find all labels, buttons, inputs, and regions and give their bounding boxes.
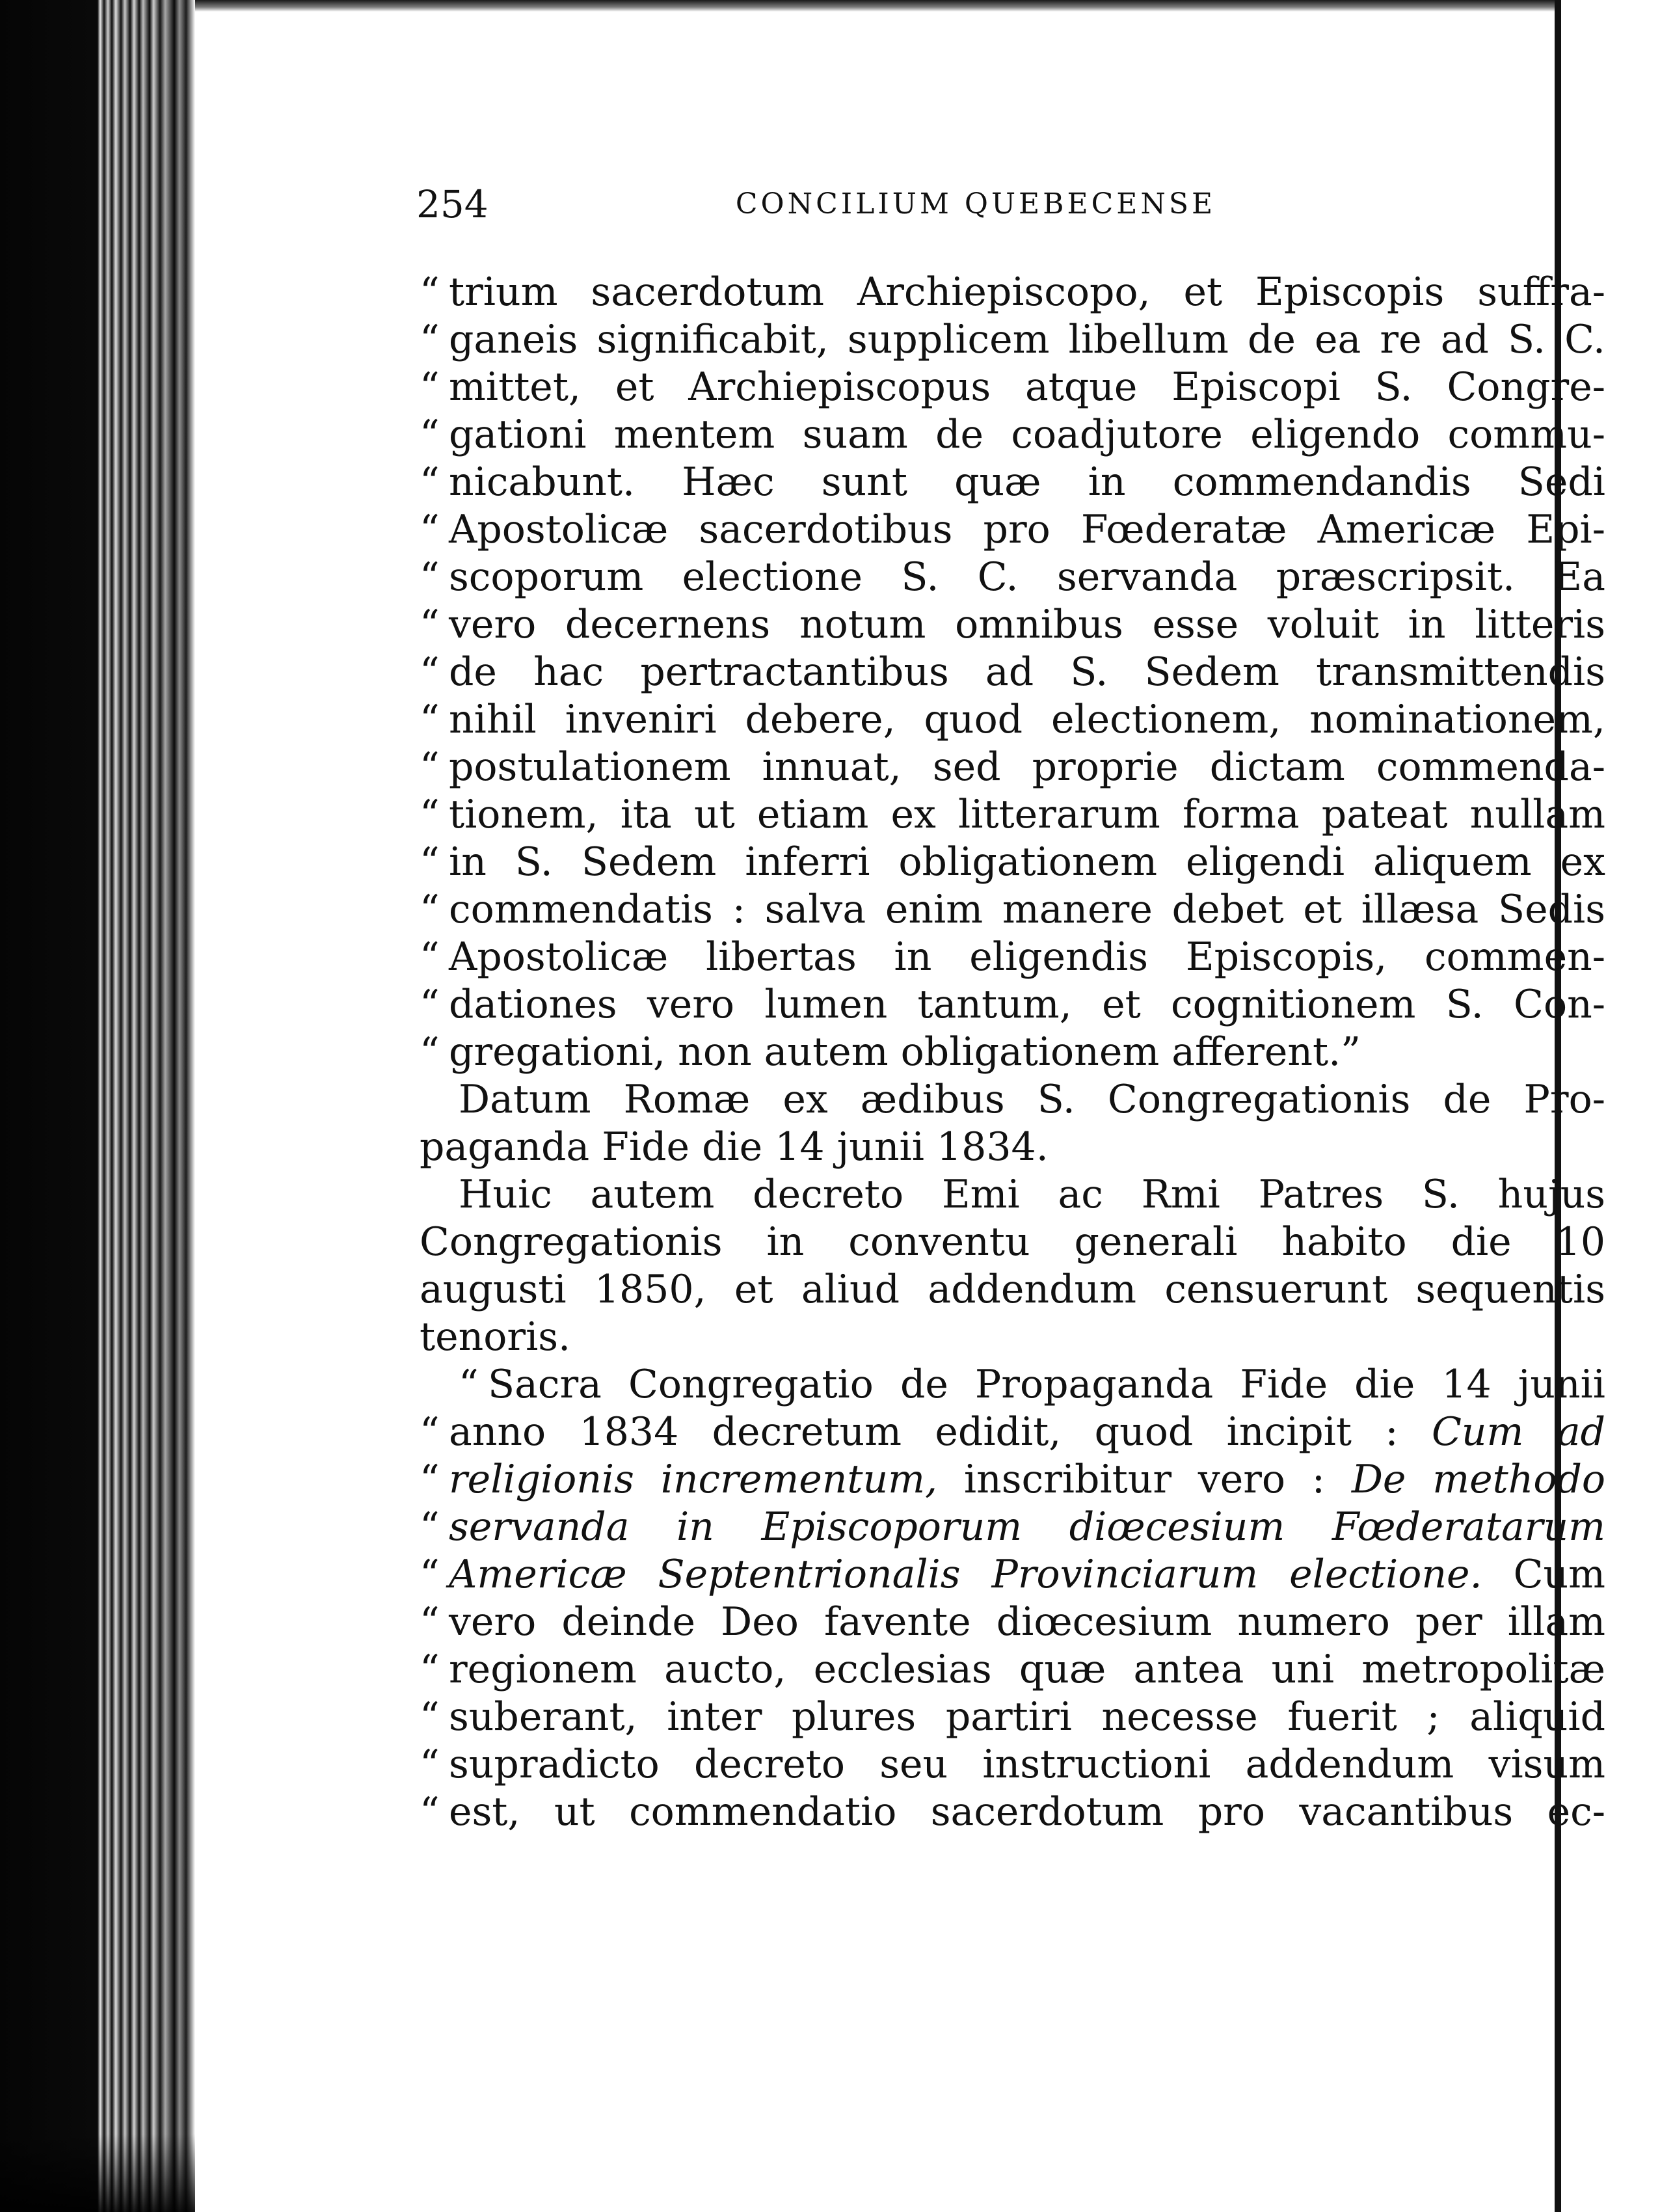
line-text: est, ut commendatio sacerdotum pro vacantibus ec- bbox=[449, 1789, 1605, 1835]
quote-mark: “ bbox=[420, 744, 440, 790]
line-text: regionem aucto, ecclesias quæ antea uni metropolitæ bbox=[449, 1647, 1605, 1692]
quote-mark: “ bbox=[420, 792, 440, 837]
quote-mark: “ bbox=[420, 1552, 440, 1597]
line-text: nihil inveniri debere, quod electionem, nominationem, bbox=[449, 697, 1605, 742]
text-line bbox=[420, 364, 1605, 411]
body-text bbox=[420, 269, 1605, 1836]
page-top-edge bbox=[0, 0, 1561, 12]
book-page-edges bbox=[0, 0, 195, 2212]
text-line bbox=[420, 1219, 1605, 1266]
line-text: anno 1834 decretum edidit, quod incipit : bbox=[449, 1409, 1399, 1455]
line-text: ganeis significabit, supplicem libellum de ea re ad S. C. bbox=[449, 317, 1605, 362]
line-text: Huic autem decreto Emi ac Rmi Patres S. hujus bbox=[459, 1172, 1605, 1217]
text-line bbox=[420, 1314, 1605, 1361]
line-text: trium sacerdotum Archiepiscopo, et Episcopis suffra- bbox=[449, 269, 1605, 315]
text-line bbox=[420, 1598, 1605, 1646]
line-text: Apostolicæ libertas in eligendis Episcopis, commen- bbox=[449, 934, 1605, 980]
text-line bbox=[420, 554, 1605, 601]
book-page bbox=[195, 12, 1605, 2212]
text-line bbox=[420, 1504, 1605, 1551]
line-text: vero decernens notum omnibus esse voluit in litteris bbox=[449, 602, 1605, 647]
line-text: Datum Romæ ex ædibus S. Congregationis de Pro- bbox=[459, 1077, 1605, 1122]
text-line bbox=[420, 1741, 1605, 1788]
quote-mark: “ bbox=[420, 1694, 440, 1740]
quote-mark: “ bbox=[420, 1409, 440, 1455]
line-text: gationi mentem suam de coadjutore eligendo commu- bbox=[449, 412, 1605, 457]
line-text: postulationem innuat, sed proprie dictam commenda- bbox=[449, 744, 1605, 790]
text-line bbox=[420, 1266, 1605, 1314]
text-line bbox=[420, 1361, 1605, 1409]
text-line bbox=[420, 506, 1605, 554]
text-line bbox=[420, 1693, 1605, 1741]
line-text: Congregationis in conventu generali habito die 10 bbox=[420, 1219, 1605, 1265]
text-line bbox=[420, 649, 1605, 696]
quote-mark: “ bbox=[420, 1504, 440, 1550]
quote-mark: “ bbox=[420, 317, 440, 362]
italic-text: servanda in Episcoporum diœcesium Fœderatarum bbox=[449, 1504, 1605, 1550]
quote-mark: “ bbox=[420, 1647, 440, 1692]
line-text: in S. Sedem inferri obligationem eligendi aliquem ex bbox=[449, 839, 1605, 885]
line-text: paganda Fide die 14 junii 1834. bbox=[420, 1124, 1049, 1170]
line-text: suberant, inter plures partiri necesse fuerit ; aliquid bbox=[449, 1694, 1605, 1740]
line-text: vero deinde Deo favente diœcesium numero per illam bbox=[449, 1599, 1605, 1645]
italic-text: De methodo bbox=[1351, 1457, 1605, 1502]
text-line bbox=[420, 269, 1605, 316]
text-line bbox=[420, 1076, 1605, 1124]
quote-mark: “ bbox=[420, 1789, 440, 1835]
text-line bbox=[420, 1124, 1605, 1171]
italic-text: religionis incrementum, bbox=[449, 1457, 938, 1502]
line-text: nicabunt. Hæc sunt quæ in commendandis Sedi bbox=[449, 459, 1605, 505]
quote-mark: “ bbox=[420, 1599, 440, 1645]
text-line bbox=[420, 316, 1605, 364]
text-line bbox=[420, 886, 1605, 934]
text-line bbox=[420, 601, 1605, 649]
text-line bbox=[420, 1409, 1605, 1456]
text-line bbox=[420, 1171, 1605, 1219]
line-text: tenoris. bbox=[420, 1314, 571, 1360]
text-line bbox=[420, 981, 1605, 1029]
line-text: de hac pertractantibus ad S. Sedem transmittendis bbox=[449, 649, 1605, 695]
quote-mark: “ bbox=[420, 1029, 440, 1075]
text-line bbox=[420, 696, 1605, 744]
italic-text: Cum ad bbox=[1431, 1409, 1605, 1455]
quote-mark: “ bbox=[420, 839, 440, 885]
quote-mark: “ bbox=[459, 1362, 479, 1407]
text-line bbox=[420, 1788, 1605, 1836]
line-text: Cum bbox=[1513, 1552, 1605, 1597]
line-text: commendatis : salva enim manere debet et illæsa Sedis bbox=[449, 887, 1605, 932]
quote-mark: “ bbox=[420, 697, 440, 742]
text-line bbox=[420, 839, 1605, 886]
quote-mark: “ bbox=[420, 982, 440, 1027]
text-line bbox=[420, 459, 1605, 506]
line-text: gregationi, non autem obligationem afferent.” bbox=[449, 1029, 1361, 1075]
line-text: scoporum electione S. C. servanda præscripsit. Ea bbox=[449, 554, 1605, 600]
line-text: inscribitur vero : bbox=[963, 1457, 1326, 1502]
text-line bbox=[420, 1029, 1605, 1076]
line-text: Apostolicæ sacerdotibus pro Fœderatæ Americæ Epi- bbox=[449, 507, 1605, 552]
quote-mark: “ bbox=[420, 507, 440, 552]
text-line bbox=[420, 1456, 1605, 1504]
italic-text: Americæ Septentrionalis Provinciarum electione. bbox=[449, 1552, 1482, 1597]
text-line bbox=[420, 791, 1605, 839]
quote-mark: “ bbox=[420, 412, 440, 457]
quote-mark: “ bbox=[420, 602, 440, 647]
text-line bbox=[420, 1551, 1605, 1598]
text-line bbox=[420, 744, 1605, 791]
quote-mark: “ bbox=[420, 1742, 440, 1787]
quote-mark: “ bbox=[420, 459, 440, 505]
line-text: Sacra Congregatio de Propaganda Fide die 14 junii bbox=[488, 1362, 1605, 1407]
line-text: tionem, ita ut etiam ex litterarum forma pateat nullam bbox=[449, 792, 1605, 837]
quote-mark: “ bbox=[420, 554, 440, 600]
quote-mark: “ bbox=[420, 649, 440, 695]
page-number: 254 bbox=[416, 182, 489, 226]
line-text: supradicto decreto seu instructioni addendum visum bbox=[449, 1742, 1605, 1787]
binding-shadow bbox=[0, 2134, 195, 2212]
text-line bbox=[420, 934, 1605, 981]
line-text: augusti 1850, et aliud addendum censuerunt sequentis bbox=[420, 1267, 1605, 1312]
quote-mark: “ bbox=[420, 887, 440, 932]
running-title: CONCILIUM QUEBECENSE bbox=[735, 187, 1216, 221]
line-text: mittet, et Archiepiscopus atque Episcopi S. Congre- bbox=[449, 364, 1605, 410]
quote-mark: “ bbox=[420, 934, 440, 980]
running-head bbox=[416, 182, 1483, 241]
quote-mark: “ bbox=[420, 364, 440, 410]
text-line bbox=[420, 1646, 1605, 1693]
quote-mark: “ bbox=[420, 1457, 440, 1502]
text-line bbox=[420, 411, 1605, 459]
quote-mark: “ bbox=[420, 269, 440, 315]
line-text: dationes vero lumen tantum, et cognitionem S. Con- bbox=[449, 982, 1605, 1027]
